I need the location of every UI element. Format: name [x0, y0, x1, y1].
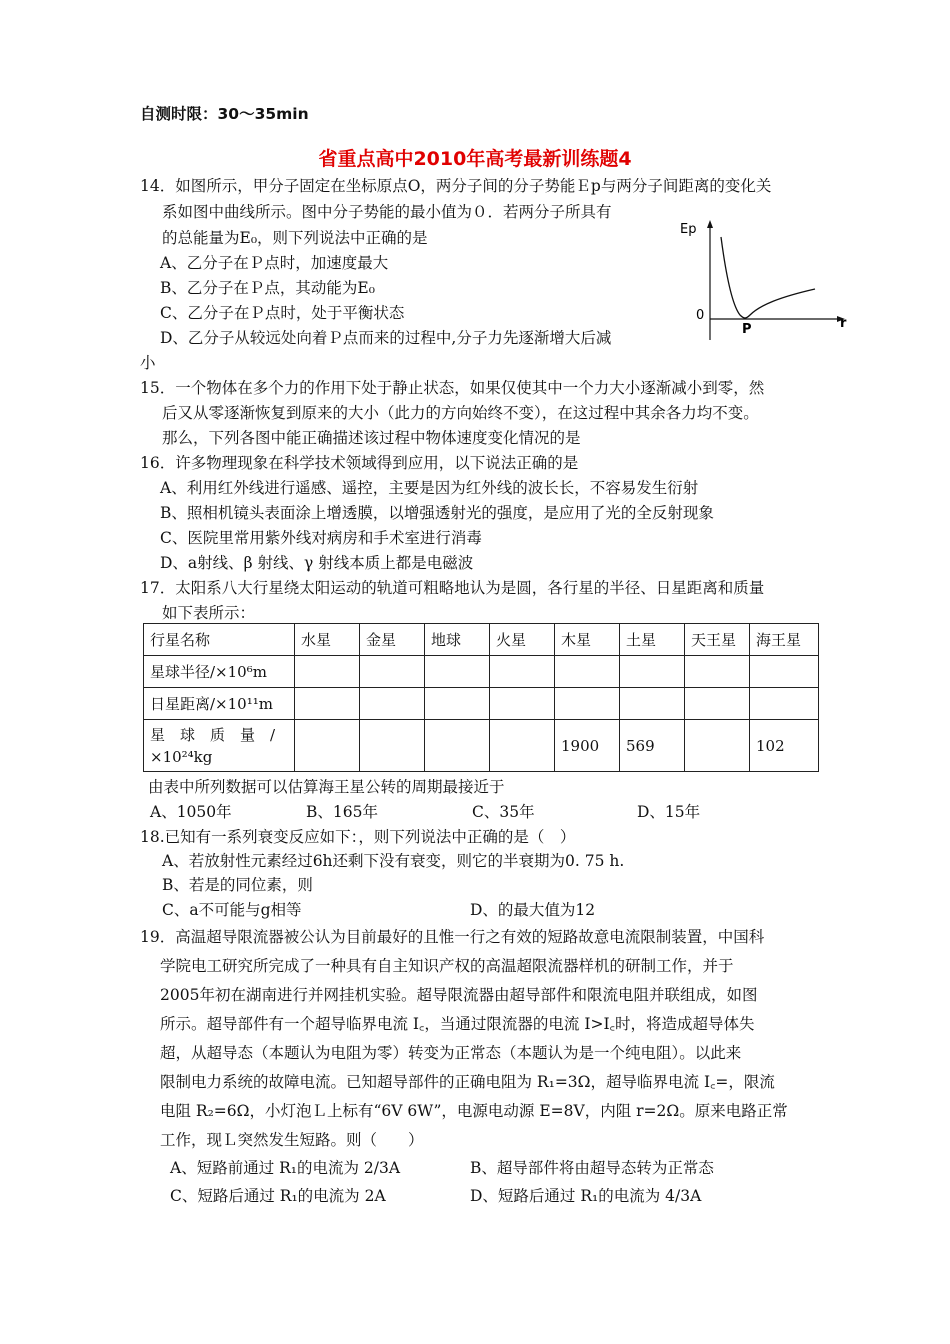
q14-option-c: C、乙分子在Ｐ点时，处于平衡状态 [160, 304, 405, 322]
table-cell: 102 [750, 720, 819, 772]
table-cell [490, 720, 555, 772]
table-header-cell: 海王星 [750, 624, 819, 656]
graph-point-label: P [742, 322, 752, 337]
row3-label-a: 星 球 质 量 / [150, 725, 276, 744]
graph-y-label: Ep [680, 222, 697, 237]
q19-line8: 工作，现Ｌ突然发生短路。则（ ） [160, 1131, 424, 1149]
q19-line3: 2005年初在湖南进行并网挂机实验。超导限流器由超导部件和限流电阻并联组成，如图 [160, 986, 758, 1004]
row3-label-b: ×10²⁴kg [150, 747, 213, 766]
graph-x-label: r [840, 316, 847, 331]
table-cell [685, 720, 750, 772]
q18-option-c: C、a不可能与g相等 [162, 901, 302, 919]
table-row [144, 688, 819, 720]
q19-line4: 所示。超导部件有一个超导临界电流 I꜀，当通过限流器的电流 I>I꜀时，将造成超导体失 [160, 1015, 755, 1033]
q15-line2: 后又从零逐渐恢复到原来的大小（此力的方向始终不变），在这过程中其余各力均不变。 [162, 404, 759, 422]
table-header-cell: 地球 [425, 624, 490, 656]
table-cell [425, 720, 490, 772]
q14-line2: 系如图中曲线所示。图中分子势能的最小值为０．若两分子所具有 [162, 203, 612, 221]
time-limit: 自测时限：30～35min [140, 105, 309, 123]
q17-option-c: C、35年 [472, 803, 535, 821]
q16-line1: 16．许多物理现象在科学技术领域得到应用，以下说法正确的是 [140, 454, 579, 472]
q17-line1: 17．太阳系八大行星绕太阳运动的轨道可粗略地认为是圆，各行星的半径、日星距离和质量 [140, 579, 765, 597]
q19-line2: 学院电工研究所完成了一种具有自主知识产权的高温超限流器样机的研制工作，并于 [160, 957, 734, 975]
potential-curve [721, 237, 815, 318]
q16-option-a: A、利用红外线进行遥感、遥控，主要是因为红外线的波长长，不容易发生衍射 [160, 479, 699, 497]
q19-line6: 限制电力系统的故障电流。已知超导部件的正确电阻为 R₁=3Ω，超导临界电流 I꜀=，限流 [160, 1073, 775, 1091]
table-cell: 1900 [555, 720, 620, 772]
q18-line1: 18.已知有一系列衰变反应如下：，则下列说法中正确的是（ ） [140, 828, 576, 846]
q17-option-b: B、165年 [306, 803, 378, 821]
table-cell [295, 720, 360, 772]
planet-table [143, 623, 819, 772]
q17-after-table: 由表中所列数据可以估算海王星公转的周期最接近于 [148, 778, 505, 796]
q19-option-b: B、超导部件将由超导态转为正常态 [470, 1159, 714, 1177]
q19-line7: 电阻 R₂=6Ω，小灯泡Ｌ上标有“6V 6W”，电源电动源 E=8V，内阻 r=2Ω。原来电路正常 [160, 1102, 788, 1120]
q19-option-a: A、短路前通过 R₁的电流为 2/3A [170, 1159, 401, 1177]
q19-line5: 超，从超导态（本题认为电阻为零）转变为正常态（本题认为是一个纯电阻）。以此来 [160, 1044, 742, 1062]
table-header-cell: 木星 [555, 624, 620, 656]
table-row-label: 日星距离/×10¹¹m [144, 688, 295, 720]
q18-option-a: A、若放射性元素经过6h还剩下没有衰变，则它的半衰期为0. 75 h. [162, 852, 625, 870]
q14-option-d-cont: 小 [140, 354, 156, 372]
q14-option-d: D、乙分子从较远处向着Ｐ点而来的过程中,分子力先逐渐增大后减 [160, 329, 612, 347]
q16-option-d: D、a射线、β 射线、γ 射线本质上都是电磁波 [160, 554, 474, 572]
q17-option-d: D、15年 [637, 803, 701, 821]
y-axis-arrow [707, 220, 713, 228]
q14-option-a: A、乙分子在Ｐ点时，加速度最大 [160, 254, 389, 272]
q16-option-b: B、照相机镜头表面涂上增透膜，以增强透射光的强度，是应用了光的全反射现象 [160, 504, 714, 522]
table-header-cell: 行星名称 [144, 624, 295, 656]
table-header-cell: 金星 [360, 624, 425, 656]
table-header-cell: 土星 [620, 624, 685, 656]
table-header-cell: 水星 [295, 624, 360, 656]
page-title: 省重点高中2010年高考最新训练题4 [318, 148, 632, 170]
q15-line3: 那么，下列各图中能正确描述该过程中物体速度变化情况的是 [162, 429, 581, 447]
table-row [144, 656, 819, 688]
q18-option-d: D、的最大值为12 [470, 901, 596, 919]
table-header-cell: 火星 [490, 624, 555, 656]
table-header-row [144, 624, 819, 656]
table-row-label [144, 720, 295, 772]
table-header-cell: 天王星 [685, 624, 750, 656]
potential-energy-graph [680, 215, 855, 345]
q16-option-c: C、医院里常用紫外线对病房和手术室进行消毒 [160, 529, 482, 547]
q14-line1: 14．如图所示，甲分子固定在坐标原点O，两分子间的分子势能Ｅp与两分子间距离的变化关 [140, 177, 772, 195]
q18-option-b: B、若是的同位素，则 [162, 876, 313, 894]
q15-line1: 15．一个物体在多个力的作用下处于静止状态，如果仅使其中一个力大小逐渐减小到零，然 [140, 379, 765, 397]
q14-line3: 的总能量为E₀，则下列说法中正确的是 [162, 229, 428, 247]
table-cell: 569 [620, 720, 685, 772]
q14-option-b: B、乙分子在Ｐ点，其动能为E₀ [160, 279, 375, 297]
q17-option-a: A、1050年 [150, 803, 232, 821]
q19-option-c: C、短路后通过 R₁的电流为 2A [170, 1187, 386, 1205]
q19-option-d: D、短路后通过 R₁的电流为 4/3A [470, 1187, 702, 1205]
table-row [144, 720, 819, 772]
q19-line1: 19．高温超导限流器被公认为目前最好的且惟一行之有效的短路故意电流限制装置，中国科 [140, 928, 765, 946]
q17-line2: 如下表所示： [162, 604, 256, 622]
graph-origin-label: 0 [696, 308, 705, 323]
table-cell [360, 720, 425, 772]
table-row-label: 星球半径/×10⁶m [144, 656, 295, 688]
